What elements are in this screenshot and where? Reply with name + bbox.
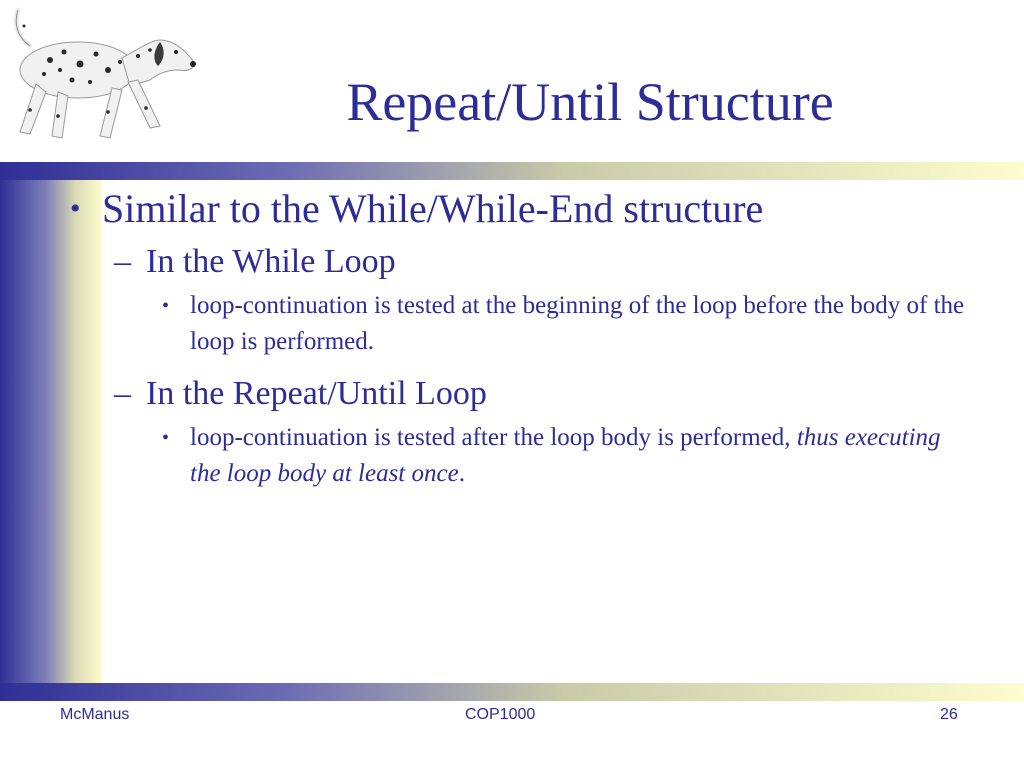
bottom-gradient-band [0, 683, 1024, 701]
bullet-icon: • [162, 295, 170, 317]
dash-icon: – [114, 243, 131, 280]
bullet-level2-while [114, 242, 990, 282]
bullet-level3-while-detail [162, 288, 970, 360]
bullet-level2-repeat-text: In the Repeat/Until Loop [146, 375, 487, 412]
footer-author: McManus [60, 706, 130, 723]
bullet-level3-repeat-detail [162, 420, 970, 492]
bullet-level1 [70, 186, 990, 232]
footer-course: COP1000 [465, 706, 536, 723]
footer-page-number: 26 [940, 706, 958, 723]
bullet-level1-text: Similar to the While/While-End structure [102, 186, 764, 231]
top-gradient-band [0, 162, 1024, 180]
dalmatian-dog-icon [0, 0, 200, 148]
dash-icon: – [114, 375, 131, 412]
bullet-level2-while-text: In the While Loop [146, 243, 396, 280]
bullet-level3-while-detail-text: loop-continuation is tested at the beginning of the loop before the body of the loop is performed. [190, 292, 965, 355]
bullet-level2-repeat [114, 374, 990, 414]
bullet-level3-repeat-detail-text: loop-continuation is tested after the loop body is performed, [190, 424, 791, 451]
bullet-level3-repeat-detail-end: . [458, 460, 465, 487]
slide-title: Repeat/Until Structure [346, 72, 834, 132]
bullet-icon: • [70, 192, 81, 225]
slide-body [70, 186, 990, 492]
bullet-level3-repeat-detail-italic: thus executing the loop body at least once [190, 424, 941, 487]
bullet-icon: • [162, 427, 170, 449]
